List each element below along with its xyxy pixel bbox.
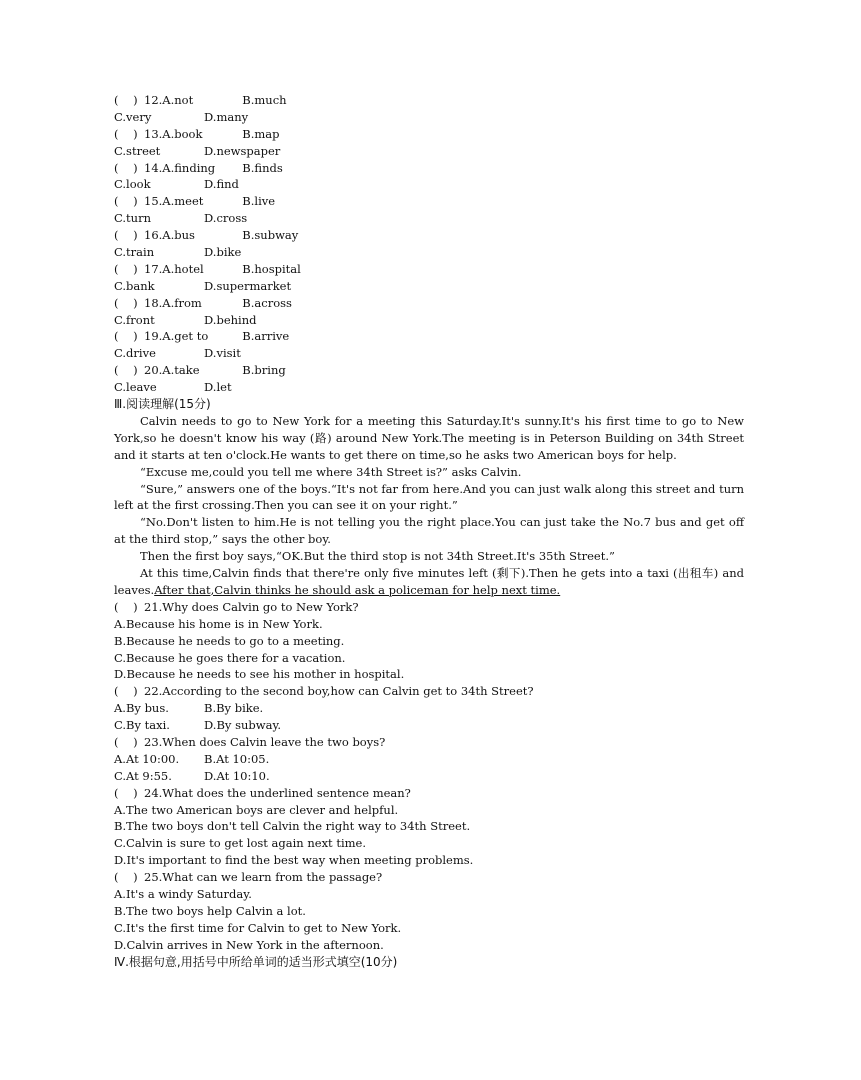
option-b: B.finds (242, 160, 283, 175)
cloze-option-row (114, 109, 744, 126)
number-separator: . (158, 785, 163, 800)
option-c: C.front (114, 312, 155, 327)
cloze-option-row (114, 176, 744, 193)
option-d: D.find (204, 177, 239, 192)
passage-paragraph-4: “No.Don't listen to him.He is not telling you the right place.You can just take the No.7 bus and get off at the third stop,” says the other boy. (114, 515, 744, 547)
cloze-options (114, 92, 744, 396)
answer-blank: ( ) (114, 684, 138, 699)
answer-option: A.The two American boys are clever and helpful. (114, 802, 399, 817)
question-stem-row (114, 599, 744, 616)
cloze-question-row (114, 92, 744, 109)
option-c: C.bank (114, 278, 155, 293)
passage-paragraph-6 (114, 565, 744, 599)
number-separator: . (158, 363, 163, 378)
answer-blank: ( ) (114, 329, 138, 344)
option-a: A.from (162, 295, 202, 310)
question-number: 18 (144, 295, 159, 310)
cloze-question-row (114, 160, 744, 177)
answer-blank: ( ) (114, 126, 138, 141)
answer-option: B.The two boys help Calvin a lot. (114, 903, 306, 918)
answer-option: A.At 10:00. (114, 751, 180, 766)
option-d: D.newspaper (204, 143, 281, 158)
option-b: B.live (242, 194, 276, 209)
answer-blank: ( ) (114, 785, 138, 800)
number-separator: . (158, 160, 163, 175)
question-number: 13 (144, 126, 159, 141)
option-a: A.not (162, 93, 194, 107)
passage-paragraph-3: “Sure,” answers one of the boys.“It's not far from here.And you can just walk along this street and turn left at the first crossing.Then you can see it on your right.” (114, 481, 745, 513)
option-d: D.bike (204, 245, 242, 260)
cloze-question-row (114, 328, 744, 345)
answer-option: A.By bus. (114, 701, 169, 716)
option-d: D.supermarket (204, 278, 292, 293)
question-stem-row (114, 785, 744, 802)
paragraph-6-text: At this time,Calvin finds that there're only five minutes left (剩下).Then he gets into a taxi (出租车) and leaves. (114, 566, 744, 597)
answer-option: C.By taxi. (114, 718, 170, 733)
cloze-question-row (114, 261, 744, 278)
option-c: C.very (114, 109, 152, 124)
answer-option: B.Because he needs to go to a meeting. (114, 633, 345, 648)
question-number: 19 (144, 329, 159, 344)
option-a: A.meet (162, 194, 204, 209)
answer-blank: ( ) (114, 228, 138, 243)
option-a: A.take (162, 363, 200, 378)
question-number: 25 (144, 870, 159, 885)
answer-option: B.The two boys don't tell Calvin the right way to 34th Street. (114, 819, 471, 834)
number-separator: . (158, 93, 163, 107)
question-stem-row (114, 683, 744, 700)
number-separator: . (158, 228, 163, 243)
answer-option: D.By subway. (204, 718, 282, 733)
answer-option: A.It's a windy Saturday. (114, 887, 252, 902)
option-a: A.bus (162, 228, 195, 243)
option-d: D.many (204, 109, 249, 124)
question-number: 23 (144, 735, 159, 750)
cloze-question-row (114, 362, 744, 379)
answer-option: C.Calvin is sure to get lost again next time. (114, 836, 366, 851)
number-separator: . (158, 599, 163, 614)
option-c: C.street (114, 143, 161, 158)
number-separator: . (158, 194, 163, 209)
option-c: C.train (114, 245, 155, 260)
question-stem: According to the second boy,how can Calvin get to 34th Street? (162, 684, 534, 699)
question-stem-row (114, 869, 744, 886)
section-3-title: Ⅲ.阅读理解(15分) (114, 397, 211, 412)
option-d: D.cross (204, 211, 248, 226)
option-a: A.get to (162, 329, 209, 344)
answer-option: D.It's important to find the best way when meeting problems. (114, 853, 474, 868)
answer-blank: ( ) (114, 599, 138, 614)
option-d: D.visit (204, 346, 241, 361)
option-d: D.let (204, 380, 232, 395)
cloze-option-row (114, 143, 744, 160)
option-c: C.leave (114, 380, 157, 395)
answer-blank: ( ) (114, 194, 138, 209)
answer-option: A.Because his home is in New York. (114, 616, 323, 631)
number-separator: . (158, 870, 163, 885)
option-b: B.much (242, 93, 287, 107)
answer-option-row (114, 717, 744, 734)
underlined-sentence: After that,Calvin thinks he should ask a policeman for help next time. (154, 582, 561, 597)
cloze-option-row (114, 278, 744, 295)
cloze-question-row (114, 295, 744, 312)
number-separator: . (158, 735, 163, 750)
answer-blank: ( ) (114, 93, 138, 107)
answer-option-row (114, 751, 744, 768)
cloze-option-row (114, 244, 744, 261)
option-a: A.finding (162, 160, 216, 175)
question-stem-row (114, 734, 744, 751)
option-b: B.across (242, 295, 292, 310)
passage-paragraph-5: Then the first boy says,“OK.But the third stop is not 34th Street.It's 35th Street.” (140, 549, 615, 564)
cloze-option-row (114, 312, 744, 329)
cloze-option-row (114, 210, 744, 227)
number-separator: . (158, 684, 163, 699)
answer-option: C.It's the first time for Calvin to get to New York. (114, 920, 402, 935)
option-b: B.bring (242, 363, 286, 378)
answer-blank: ( ) (114, 295, 138, 310)
answer-option-row (114, 768, 744, 785)
question-stem: Why does Calvin go to New York? (162, 599, 359, 614)
question-number: 21 (144, 599, 159, 614)
option-b: B.map (242, 126, 280, 141)
question-number: 15 (144, 194, 159, 209)
reading-questions (114, 599, 744, 954)
cloze-option-row (114, 345, 744, 362)
cloze-question-row (114, 227, 744, 244)
answer-option: C.At 9:55. (114, 768, 172, 783)
answer-blank: ( ) (114, 870, 138, 885)
question-number: 16 (144, 228, 159, 243)
option-c: C.look (114, 177, 151, 192)
number-separator: . (158, 126, 163, 141)
answer-option: C.Because he goes there for a vacation. (114, 650, 346, 665)
cloze-option-row (114, 379, 744, 396)
option-c: C.turn (114, 211, 151, 226)
number-separator: . (158, 261, 163, 276)
answer-option: B.By bike. (204, 701, 264, 716)
question-number: 14 (144, 160, 159, 175)
answer-blank: ( ) (114, 160, 138, 175)
worksheet-page (114, 92, 744, 970)
question-number: 20 (144, 363, 159, 378)
option-a: A.hotel (162, 261, 204, 276)
answer-option: B.At 10:05. (204, 751, 270, 766)
question-number: 12 (144, 93, 159, 107)
answer-blank: ( ) (114, 261, 138, 276)
number-separator: . (158, 329, 163, 344)
question-number: 22 (144, 684, 159, 699)
number-separator: . (158, 295, 163, 310)
question-stem: What does the underlined sentence mean? (162, 785, 411, 800)
answer-option: D.At 10:10. (204, 768, 270, 783)
cloze-question-row (114, 193, 744, 210)
option-b: B.arrive (242, 329, 290, 344)
section-4-title: Ⅳ.根据句意,用括号中所给单词的适当形式填空(10分) (114, 954, 398, 969)
option-b: B.hospital (242, 261, 301, 276)
option-b: B.subway (242, 228, 299, 243)
passage-paragraph-2: “Excuse me,could you tell me where 34th Street is?” asks Calvin. (140, 464, 522, 479)
question-stem: When does Calvin leave the two boys? (162, 735, 386, 750)
answer-blank: ( ) (114, 735, 138, 750)
option-d: D.behind (204, 312, 257, 327)
answer-option: D.Because he needs to see his mother in hospital. (114, 667, 405, 682)
passage-paragraph-1: Calvin needs to go to New York for a meeting this Saturday.It's sunny.It's his first time to go to New York,so he doesn't know his way (路) around New York.The meeting is in Peterson Building on 34th Street and it starts at ten o'clock.He wants to get there on time,so he asks two American boys for help. (114, 413, 744, 462)
option-c: C.drive (114, 346, 156, 361)
answer-option-row (114, 700, 744, 717)
answer-option: D.Calvin arrives in New York in the afternoon. (114, 937, 384, 952)
answer-blank: ( ) (114, 363, 138, 378)
option-a: A.book (162, 126, 203, 141)
question-number: 24 (144, 785, 159, 800)
question-number: 17 (144, 261, 159, 276)
cloze-question-row (114, 126, 744, 143)
question-stem: What can we learn from the passage? (162, 870, 383, 885)
